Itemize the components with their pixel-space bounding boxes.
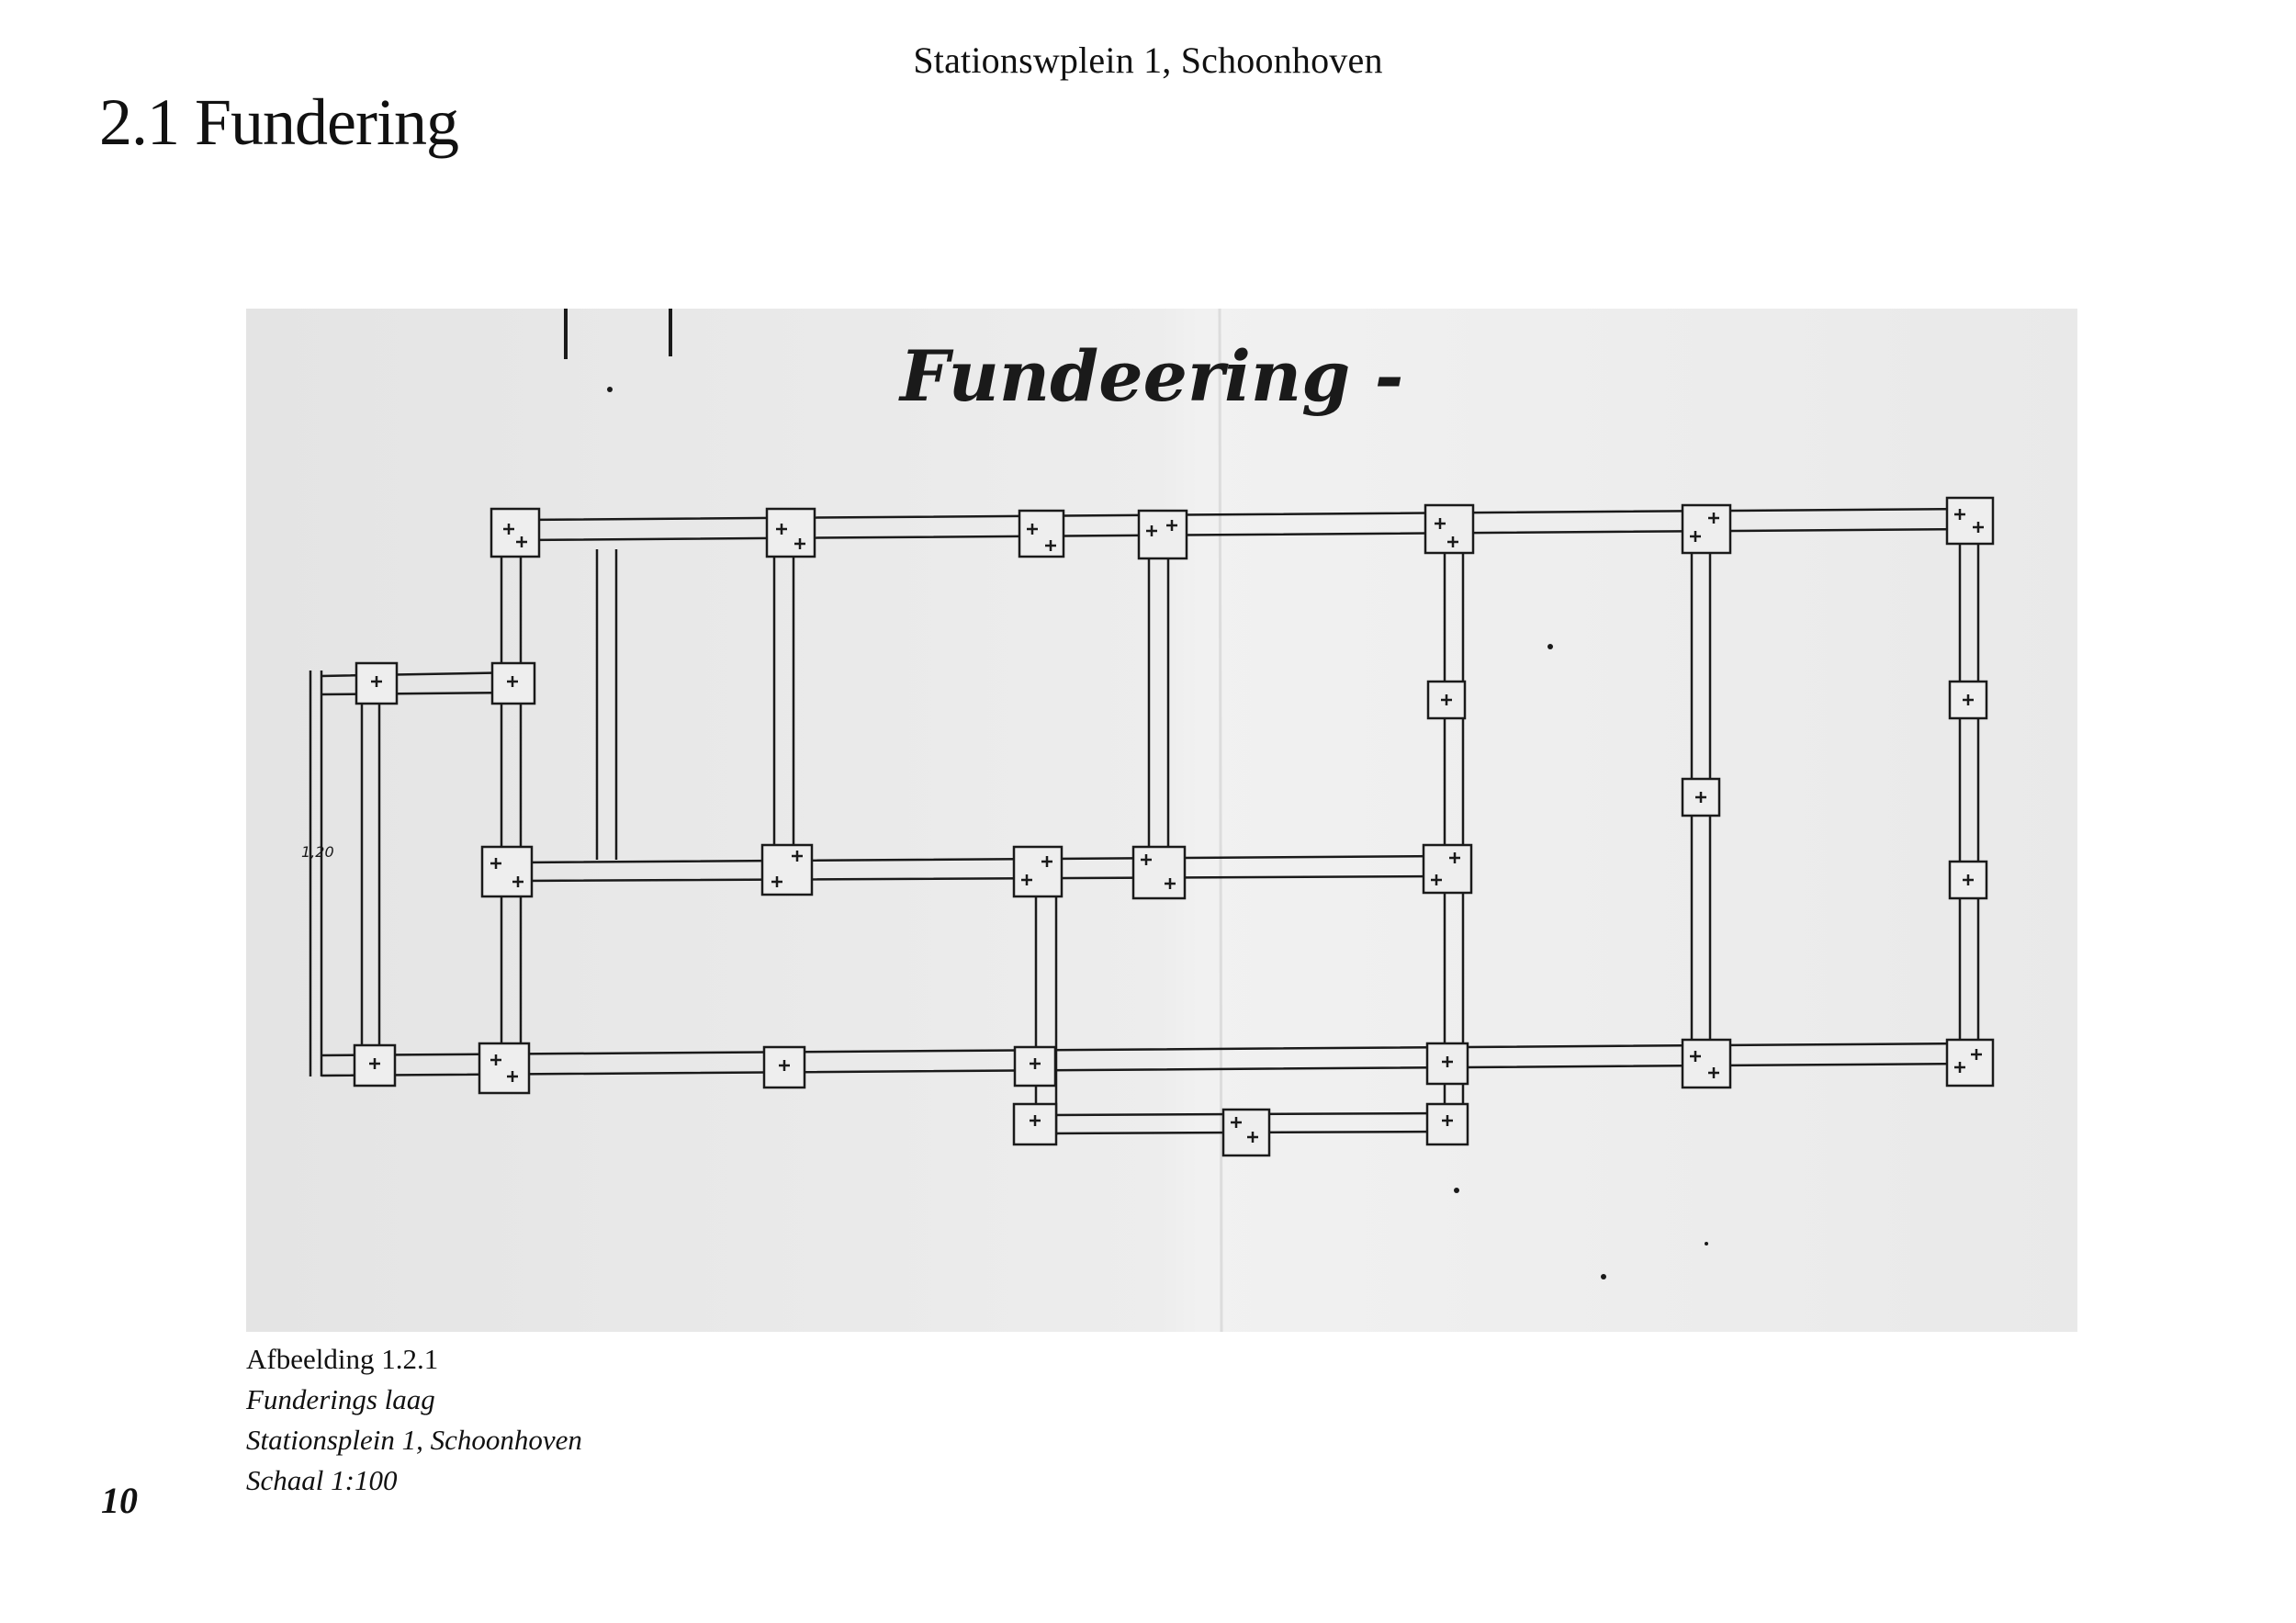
pile-cap: [1427, 1043, 1468, 1084]
pile-cap: [1950, 682, 1986, 718]
pile-cap: [1683, 1040, 1730, 1088]
pile-cap: [1947, 1040, 1993, 1086]
pile-cap: [764, 1047, 805, 1088]
caption-subject: Funderings laag: [246, 1383, 435, 1415]
pile-cap: [492, 663, 535, 704]
pile-cap: [1683, 505, 1730, 553]
pile-cap: [356, 663, 397, 704]
foundation-plan-drawing: [246, 309, 2077, 1332]
running-header: Stationswplein 1, Schoonhoven: [913, 39, 1383, 81]
pile-cap: [1424, 845, 1471, 893]
pile-cap: [355, 1045, 395, 1086]
pile-cap: [1427, 1104, 1468, 1144]
dimension-note: 1,20: [301, 843, 334, 861]
pile-cap: [491, 509, 539, 557]
pile-cap: [1015, 1047, 1055, 1086]
pile-cap: [1139, 511, 1187, 558]
pile-cap: [482, 847, 532, 896]
caption-label: Afbeelding 1.2.1: [246, 1343, 439, 1375]
pile-cap: [1683, 779, 1719, 816]
caption-scale: Schaal 1:100: [246, 1464, 398, 1496]
paper-fold: [1220, 309, 1221, 1332]
pile-cap: [1014, 847, 1062, 896]
pile-cap: [1947, 498, 1993, 544]
section-title: 2.1 Fundering: [99, 85, 458, 159]
drawing-title: Fundeering -: [900, 335, 1404, 417]
pile-cap: [762, 845, 812, 895]
foundation-plan-figure: [246, 309, 2077, 1332]
pile-cap: [767, 509, 815, 557]
figure-caption: [246, 1339, 582, 1501]
pile-cap: [1428, 682, 1465, 718]
pile-cap: [479, 1043, 529, 1093]
pile-cap: [1019, 511, 1064, 557]
pile-cap: [1133, 847, 1185, 898]
pile-cap: [1223, 1110, 1269, 1155]
pile-cap: [1950, 862, 1986, 898]
pile-cap: [1014, 1104, 1056, 1144]
pile-cap: [1425, 505, 1473, 553]
caption-address: Stationsplein 1, Schoonhoven: [246, 1424, 582, 1456]
page-number: 10: [101, 1480, 138, 1521]
